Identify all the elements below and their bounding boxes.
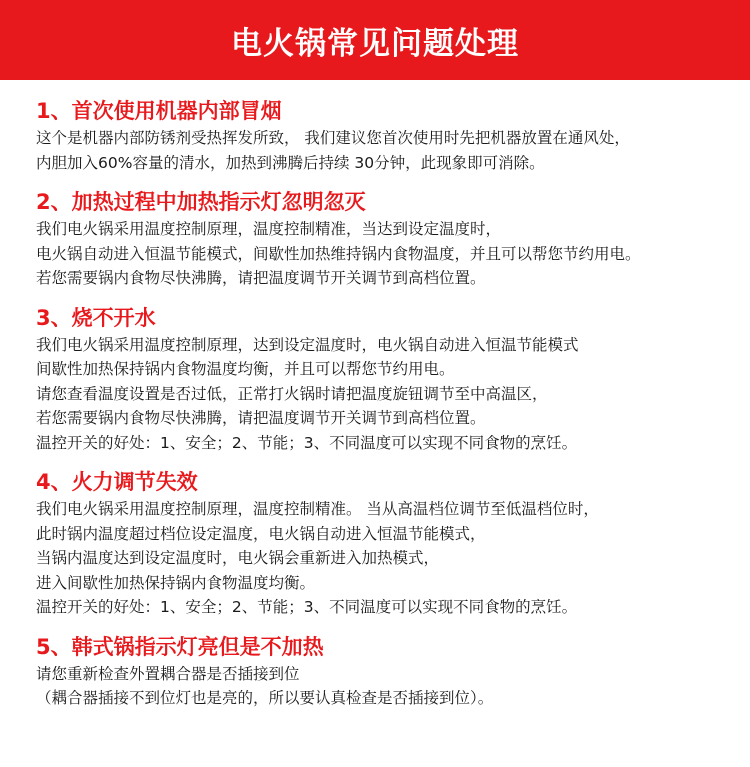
section-text-line: 当锅内温度达到设定温度时，电火锅会重新进入加热模式，: [36, 549, 440, 567]
faq-section-1: [36, 96, 736, 175]
section-text-line: 我们电火锅采用温度控制原理，达到设定温度时，电火锅自动进入恒温节能模式: [36, 335, 579, 354]
faq-section-5: [36, 632, 736, 711]
section-text-line: 内胆加入60%容量的清水，加热到沸腾后持续 30分钟，此现象即可消除。: [36, 153, 545, 172]
section-text-line: 温控开关的好处：1、安全；2、节能；3、不同温度可以实现不同食物的烹饪。: [36, 433, 578, 452]
faq-content: [36, 96, 736, 723]
section-text-line: 进入间歇性加热保持锅内食物温度均衡。: [36, 573, 316, 592]
section-text-line: 若您需要锅内食物尽快沸腾，请把温度调节开关调节到高档位置。: [36, 409, 486, 427]
section-title: 4、火力调节失效: [36, 470, 198, 494]
faq-section-4: [36, 467, 736, 620]
section-text-line: 请您查看温度设置是否过低，正常打火锅时请把温度旋钮调节至中高温区，: [36, 384, 548, 403]
header-banner: [0, 0, 750, 80]
faq-section-3: [36, 303, 736, 456]
section-text-line: （耦合器插接不到位灯也是亮的，所以要认真检查是否插接到位）。: [36, 689, 494, 707]
section-text-line: 温控开关的好处：1、安全；2、节能；3、不同温度可以实现不同食物的烹饪。: [36, 598, 578, 616]
section-text-line: 我们电火锅采用温度控制原理，温度控制精准，当达到设定温度时，: [36, 220, 502, 238]
section-title: 2、加热过程中加热指示灯忽明忽灭: [36, 190, 366, 214]
section-title: 5、韩式锅指示灯亮但是不加热: [36, 634, 324, 659]
section-text-line: 我们电火锅采用温度控制原理，温度控制精准。 当从高温档位调节至低温档位时，: [36, 500, 599, 518]
section-text-line: 若您需要锅内食物尽快沸腾，请把温度调节开关调节到高档位置。: [36, 269, 486, 287]
section-text-line: 请您重新检查外置耦合器是否插接到位: [36, 664, 300, 683]
page-title: 电火锅常见问题处理: [231, 25, 519, 62]
section-text-line: 这个是机器内部防锈剂受热挥发所致， 我们建议您首次使用时先把机器放置在通风处，: [36, 129, 630, 147]
section-title: 3、烧不开水: [36, 305, 156, 330]
faq-section-2: [36, 187, 736, 291]
section-text-line: 电火锅自动进入恒温节能模式，间歇性加热维持锅内食物温度，并且可以帮您节约用电。: [36, 244, 641, 263]
section-text-line: 间歇性加热保持锅内食物温度均衡，并且可以帮您节约用电。: [36, 360, 455, 378]
section-text-line: 此时锅内温度超过档位设定温度，电火锅自动进入恒温节能模式，: [36, 524, 486, 543]
section-title: 1、首次使用机器内部冒烟: [36, 99, 282, 123]
